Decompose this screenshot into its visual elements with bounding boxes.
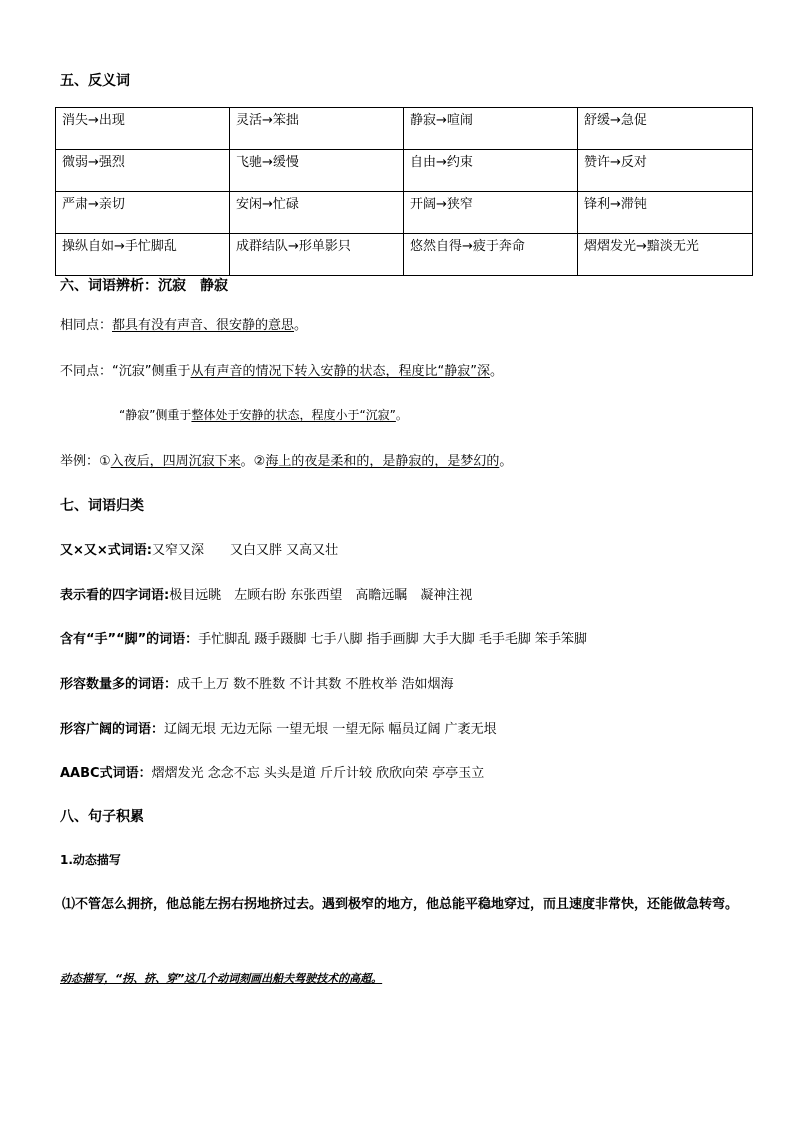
difference-text-2: 整体处于安静的状态，程度小于“沉寂”	[191, 408, 396, 422]
category-label: 表示看的四字词语:	[60, 588, 170, 603]
antonym-cell: 安闲→忙碌	[230, 192, 404, 234]
difference-end-1: 。	[489, 364, 503, 379]
antonym-cell: 严肃→亲切	[56, 192, 230, 234]
example-2: 海上的夜是柔和的，是静寂的，是梦幻的	[265, 454, 500, 469]
difference-word-2: “静寂”侧重于	[119, 408, 192, 422]
antonym-row	[56, 108, 753, 150]
antonym-cell: 赞许→反对	[578, 150, 753, 192]
example-sentence: ⑴不管怎么拥挤，他总能左拐右拐地挤过去。遇到极窄的地方，他总能平稳地穿过，而且速度非常快，还能做急转弯。	[62, 897, 739, 912]
antonym-cell: 开阔→狭窄	[404, 192, 578, 234]
antonym-cell: 自由→约束	[404, 150, 578, 192]
similarity-text: 都具有没有声音、很安静的意思	[112, 318, 295, 333]
category-row	[60, 673, 454, 692]
difference-label: 不同点：	[60, 364, 113, 379]
antonym-cell: 成群结队→形单影只	[230, 234, 404, 276]
category-row	[60, 584, 472, 603]
antonym-cell: 悠然自得→疲于奔命	[404, 234, 578, 276]
category-words: 辽阔无垠 无边无际 一望无垠 一望无际 幅员辽阔 广袤无垠	[164, 722, 497, 737]
difference-line-2	[119, 406, 408, 423]
similarity-line	[60, 314, 307, 333]
category-words: 熠熠发光 念念不忘 头头是道 斤斤计较 欣欣向荣 亭亭玉立	[151, 766, 485, 781]
category-row	[60, 762, 484, 781]
antonym-cell: 锋利→滞钝	[578, 192, 753, 234]
section7-title: 七、词语归类	[60, 498, 144, 514]
antonym-cell: 灵活→笨拙	[230, 108, 404, 150]
category-row	[60, 539, 338, 558]
category-label: 形容数量多的词语：	[60, 677, 178, 692]
antonym-row	[56, 150, 753, 192]
antonym-table	[55, 107, 753, 276]
section5-title: 五、反义词	[60, 73, 130, 89]
difference-line-1	[60, 360, 503, 379]
antonym-cell: 操纵自如→手忙脚乱	[56, 234, 230, 276]
category-label: 含有“手”“脚”的词语：	[60, 632, 199, 647]
category-words: 手忙脚乱 蹑手蹑脚 七手八脚 指手画脚 大手大脚 毛手毛脚 笨手笨脚	[198, 632, 587, 647]
similarity-end: 。	[294, 318, 308, 333]
category-words: 极目远眺 左顾右盼 东张西望 高瞻远瞩 凝神注视	[169, 588, 473, 603]
difference-text-1: 从有声音的情况下转入安静的状态，程度比“静寂”深	[190, 364, 490, 379]
section6-title: 六、词语辨析：沉寂 静寂	[60, 278, 228, 294]
example-1: 入夜后，四周沉寂下来	[110, 454, 241, 469]
category-label: AABC式词语：	[60, 766, 152, 781]
category-label: 又×又×式词语:	[60, 543, 152, 558]
example-label: 举例：①	[60, 454, 111, 469]
similarity-label: 相同点：	[60, 318, 113, 333]
category-words: 成千上万 数不胜数 不计其数 不胜枚举 浩如烟海	[177, 677, 454, 692]
antonym-row	[56, 234, 753, 276]
example-line	[60, 450, 512, 469]
section8-subtitle: 1.动态描写	[60, 853, 121, 867]
example-mid: 。②	[240, 454, 266, 469]
antonym-cell: 静寂→喧闹	[404, 108, 578, 150]
antonym-cell: 熠熠发光→黯淡无光	[578, 234, 753, 276]
section8-title: 八、句子积累	[60, 809, 144, 825]
antonym-row	[56, 192, 753, 234]
example-end: 。	[499, 454, 513, 469]
difference-word-1: “沉寂”侧重于	[112, 364, 191, 379]
antonym-cell: 微弱→强烈	[56, 150, 230, 192]
sentence-note: 动态描写，“拐、挤、穿”这几个动词刻画出船夫驾驶技术的高超。	[60, 972, 383, 985]
category-words: 又窄又深 又白又胖 又高又壮	[151, 543, 339, 558]
category-label: 形容广阔的词语：	[60, 722, 165, 737]
antonym-cell: 消失→出现	[56, 108, 230, 150]
antonym-cell: 舒缓→急促	[578, 108, 753, 150]
difference-end-2: 。	[395, 408, 408, 422]
antonym-cell: 飞驰→缓慢	[230, 150, 404, 192]
category-row	[60, 718, 497, 737]
category-row	[60, 628, 587, 647]
